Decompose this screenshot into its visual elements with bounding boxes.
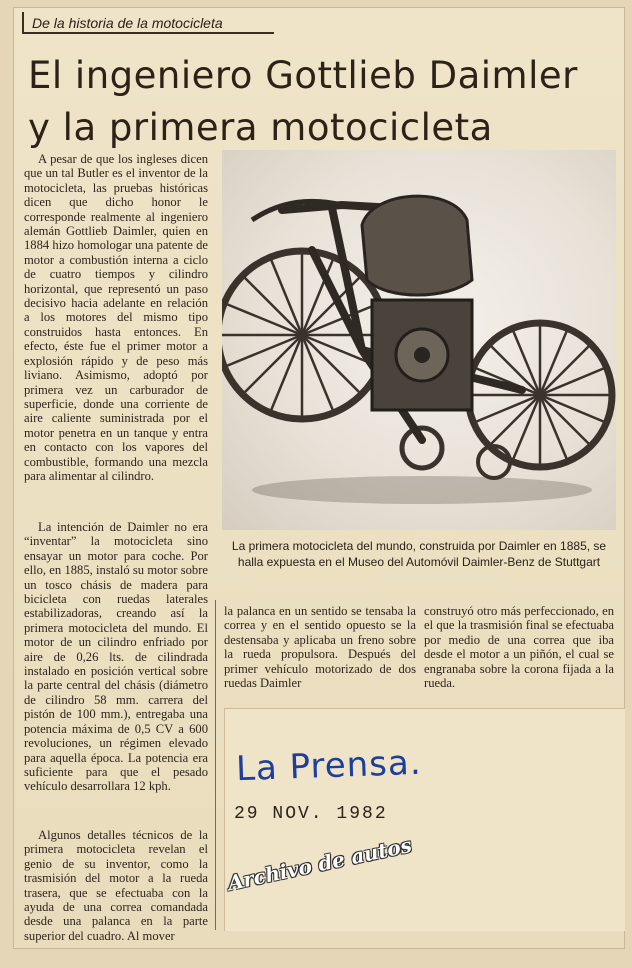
motorcycle-photo bbox=[222, 150, 616, 530]
watermark: Archivo de autos bbox=[225, 832, 414, 896]
article-column-1-bottom bbox=[24, 828, 208, 943]
article-column-3 bbox=[424, 604, 614, 690]
newspaper-name-handwritten: La Prensa. bbox=[235, 742, 423, 790]
article-paragraph-4: la palanca en un sentido se tensaba la correa y en el sentido opuesto se la destensaba y aplicaba un freno sobre la rueda propulsora. Después del primer vehículo motorizado de dos ruedas Daimler bbox=[224, 604, 416, 691]
headline bbox=[28, 50, 588, 154]
article-paragraph-2: La intención de Daimler no era “inventar” la motocicleta sino ensayar un motor para coche. Por ello, en 1885, instaló su motor sobre un tosco chásis de madera para bicicleta con ruedas laterales estabilizadoras, creando así la primera motocicleta del mundo. El motor de un cilindro enfriado por aire de 0,26 lts. de cilindrada instalado en posición vertical sobre la parte central del chásis (diámetro de cilindro 58 mm. carrera del pistón de 100 mm.), entregaba una potencia máxima de 0,5 CV a 600 revoluciones, un régimen elevado para aquella época. La potencia era suficiente para que el pesado vehículo desarrollara 12 kph. bbox=[24, 520, 208, 794]
article-column-2 bbox=[224, 604, 416, 690]
headline-line-2: y la primera motocicleta bbox=[28, 106, 493, 149]
article-column-1-top bbox=[24, 152, 208, 483]
headline-line-1: El ingeniero Gottlieb Daimler bbox=[28, 54, 578, 97]
publication-date-stamp: 29 NOV. 1982 bbox=[234, 804, 388, 824]
article-column-1-middle bbox=[24, 520, 208, 794]
daimler-motorcycle-illustration bbox=[222, 150, 616, 530]
section-label: De la historia de la motocicleta bbox=[22, 12, 274, 34]
article-paragraph-3: Algunos detalles técnicos de la primera motocicleta revelan el genio de su inventor, como la trasmisión del motor a la rueda trasera, que se efectuaba con la ayuda de una correa comandada desde una palanca en la parte superior del cuadro. Al mover bbox=[24, 828, 208, 943]
photo-caption: La primera motocicleta del mundo, construida por Daimler en 1885, se halla expuesta en el Museo del Automóvil Daimler-Benz de Stuttgart bbox=[231, 539, 607, 569]
article-paragraph-5: construyó otro más perfeccionado, en el que la trasmisión final se efectuaba por medio de una correa que iba desde el motor a un piñón, el cual se engranaba sobre la corona fijada a la rueda. bbox=[424, 604, 614, 691]
column-divider bbox=[215, 600, 216, 930]
article-paragraph-1: A pesar de que los ingleses dicen que un tal Butler es el inventor de la motocicleta, las pruebas históricas dicen que dicho honor le corresponde realmente al ingeniero alemán Gottlieb Daimler, quien en 1884 hizo homologar una patente de motor a combustión interna a ciclo de cuatro tiempos y cilindro horizontal, que representó un paso decisivo hacia adelante en relación a los motores del mismo tipo construidos hasta entonces. En efecto, éste fue el primer motor a explosión rápido y de peso más liviano. Asimismo, adoptó por primera vez un carburador de superficie, donde una corriente de aire caliente suministrada por el motor penetra en un tanque y entra en contacto con los vapores del combustible, formando una mezcla para alimentar al cilindro. bbox=[24, 152, 208, 483]
